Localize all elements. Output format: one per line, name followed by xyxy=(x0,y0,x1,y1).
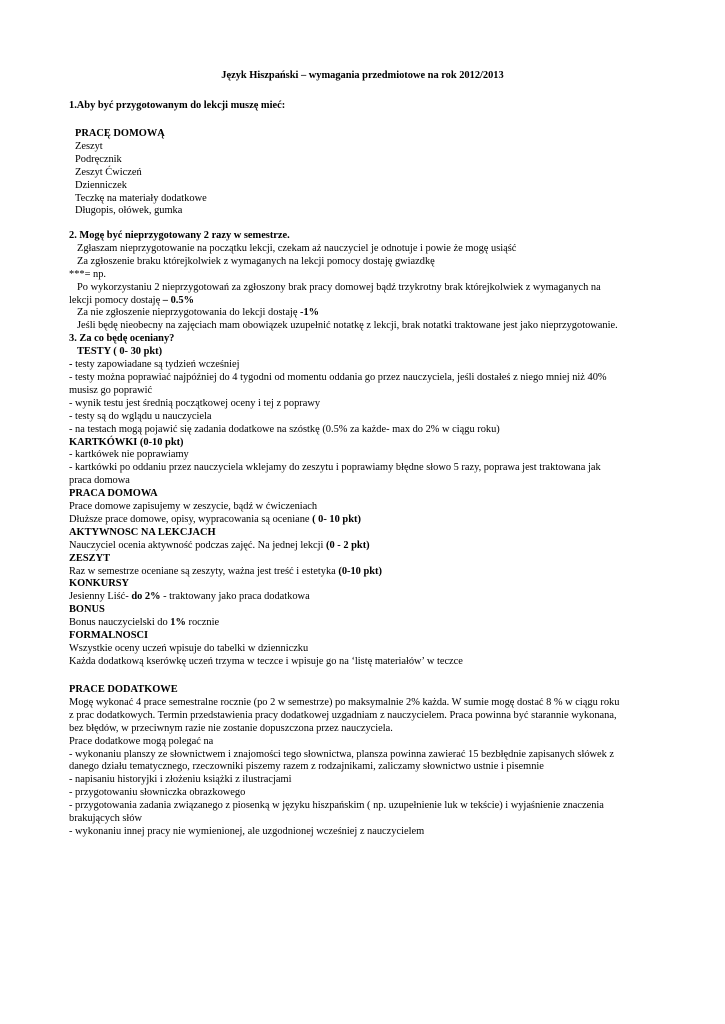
subheading-praca-domowa: PRACA DOMOWA xyxy=(69,488,158,500)
paragraph-line xyxy=(69,566,659,579)
text-span: lekcji pomocy dostaję xyxy=(69,294,163,306)
paragraph-line: Za zgłoszenie braku którejkolwiek z wymaganych na lekcji pomocy dostaję gwiazdkę xyxy=(77,255,435,267)
list-item: - wykonaniu planszy ze słownictwem i znajomości tego słownictwa, plansza powinna zawierać 15 bezbłędnie zapisanych słówek z xyxy=(69,748,615,760)
list-item: Długopis, ołówek, gumka xyxy=(75,205,183,217)
list-item xyxy=(69,359,659,372)
section-2 xyxy=(69,230,659,669)
list-item: danego działu tematycznego, rzeczowniki piszemy razem z rodzajnikami, zaliczamy słownictwo ustnie i pisemnie xyxy=(69,761,544,773)
paragraph-line xyxy=(69,540,659,553)
paragraph-line: Po wykorzystaniu 2 nieprzygotowań za zgłoszony brak pracy domowej bądź trzykrotny brak którejkolwiek z wymaganych na xyxy=(77,281,601,293)
document-title: Język Hiszpański – wymagania przedmiotowe na rok 2012/2013 xyxy=(221,70,504,81)
paragraph-line: Prace dodatkowe mogą polegać na xyxy=(69,735,214,747)
text-span: Dłuższe prace domowe, opisy, wypracowania są oceniane xyxy=(69,513,313,525)
paragraph-line xyxy=(69,591,659,604)
list-item: - napisaniu historyjki i złożeniu książki z ilustracjami xyxy=(69,774,292,786)
subheading-kartkowki: KARTKÓWKI (0-10 pkt) xyxy=(69,436,184,448)
list-item: praca domowa xyxy=(69,475,130,487)
subheading-bonus: BONUS xyxy=(69,604,105,616)
list-item: - przygotowania zadania związanego z piosenką w języku hiszpańskim ( np. uzupełnienie luk w tekście) i wyjaśnienie znaczenia xyxy=(69,800,604,812)
list-item: Zeszyt Ćwiczeń xyxy=(75,166,142,178)
subheading-aktywnosc: AKTYWNOSC NA LEKCJACH xyxy=(69,526,216,538)
points-value: 1% xyxy=(170,617,186,629)
paragraph-line: Prace domowe zapisujemy w zeszycie, bądź w ćwiczeniach xyxy=(69,501,318,513)
section-1-heading: 1.Aby być przygotowanym do lekcji muszę mieć: xyxy=(69,100,286,111)
text-span: Bonus nauczycielski do xyxy=(69,617,171,629)
paragraph-line: Jeśli będę nieobecny na zajęciach mam obowiązek uzupełnić notatkę z lekcji, brak notatki traktowane jest jako nieprzygotowanie. xyxy=(77,320,618,332)
text-span: Za nie zgłoszenie nieprzygotowania do lekcji dostaję xyxy=(77,307,301,319)
subheading-testy: TESTY ( 0- 30 pkt) xyxy=(77,346,163,358)
subheading-zeszyt: ZESZYT xyxy=(69,552,111,564)
paragraph-line: z prac dodatkowych. Termin przedstawienia pracy dodatkowej uzgadniam z nauczycielem. Praca powinna być starannie wykonana, xyxy=(69,709,617,721)
penalty-value: – 0.5% xyxy=(162,294,194,306)
list-item: - wykonaniu innej pracy nie wymienionej, ale uzgodnionej wcześniej z nauczycielem xyxy=(69,825,425,837)
list-item: Teczkę na materiały dodatkowe xyxy=(75,192,207,204)
list-item: PRACĘ DOMOWĄ xyxy=(75,128,165,139)
section-3-heading: 3. Za co będę oceniany? xyxy=(69,333,175,345)
paragraph-line: bez błędów, w przeciwnym razie nie zostanie dopuszczona przez nauczyciela. xyxy=(69,722,393,734)
penalty-value: -1% xyxy=(300,307,320,319)
paragraph-line: Zgłaszam nieprzygotowanie na początku lekcji, czekam aż nauczyciel je odnotuje i powie że mogę usiąść xyxy=(77,242,517,254)
paragraph-line: Każda dodatkową kserówkę uczeń trzyma w teczce i wpisuje go na ‘listę materiałów’ w teczce xyxy=(69,655,463,667)
section-1 xyxy=(69,100,659,113)
list-item: - kartkówki po oddaniu przez nauczyciela wklejamy do zeszytu i poprawiamy błędne słowo 5 razy, poprawa jest traktowana jak xyxy=(69,462,601,474)
list-item: - na testach mogą pojawić się zadania dodatkowe na szóstkę (0.5% za każde- max do 2% w ciągu roku) xyxy=(69,423,500,435)
points-value: do 2% xyxy=(131,591,161,603)
list-item: musisz go poprawić xyxy=(69,384,153,396)
list-item: Dzienniczek xyxy=(75,179,127,191)
paragraph-line xyxy=(69,295,659,308)
section-2-heading: 2. Mogę być nieprzygotowany 2 razy w semestrze. xyxy=(69,230,290,241)
required-items-list xyxy=(75,128,665,218)
paragraph-line xyxy=(69,514,659,527)
text-span: rocznie xyxy=(185,617,220,629)
bullet: - xyxy=(69,359,76,371)
points-value: (0 - 2 pkt) xyxy=(326,539,370,551)
section-prace-dodatkowe xyxy=(69,684,659,839)
list-item: - przygotowaniu słowniczka obrazkowego xyxy=(69,787,246,799)
text-span: - traktowany jako praca dodatkowa xyxy=(160,591,310,603)
list-item: - testy można poprawiać najpóźniej do 4 tygodni od momentu oddania go przez nauczyciela, jeśli dostałeś z niego mniej niż 40% xyxy=(69,371,607,383)
paragraph-line xyxy=(69,307,659,320)
subheading-konkursy: KONKURSY xyxy=(69,578,130,590)
list-item: brakujących słów xyxy=(69,813,142,825)
list-item: - wynik testu jest średnią początkowej oceny i tej z poprawy xyxy=(69,397,321,409)
text-span: Nauczyciel ocenia aktywność podczas zajęć. Na jednej lekcji xyxy=(69,539,327,551)
section-4-heading: PRACE DODATKOWE xyxy=(69,684,178,695)
list-item: Zeszyt xyxy=(75,140,103,152)
subheading-formalnosci: FORMALNOSCI xyxy=(69,630,149,642)
paragraph-line xyxy=(69,617,659,630)
list-item: - testy są do wglądu u nauczyciela xyxy=(69,410,212,422)
text-span: Raz w semestrze oceniane są zeszyty, ważna jest treść i estetyka xyxy=(69,565,339,577)
paragraph-line: ***= np. xyxy=(69,268,107,280)
text-span: Jesienny Liść- xyxy=(69,591,132,603)
paragraph-line: Mogę wykonać 4 prace semestralne rocznie (po 2 w semestrze) po maksymalnie 2% każda. W sumie mogę dostać 8 % w ciągu roku xyxy=(69,696,620,708)
points-value: ( 0- 10 pkt) xyxy=(312,513,361,525)
list-item: Podręcznik xyxy=(75,153,122,165)
text-span: testy zapowiadane są tydzień wcześniej xyxy=(75,359,240,371)
list-item: - kartkówek nie poprawiamy xyxy=(69,449,189,461)
paragraph-line: Wszystkie oceny uczeń wpisuje do tabelki w dzienniczku xyxy=(69,643,309,654)
points-value: (0-10 pkt) xyxy=(338,565,382,577)
